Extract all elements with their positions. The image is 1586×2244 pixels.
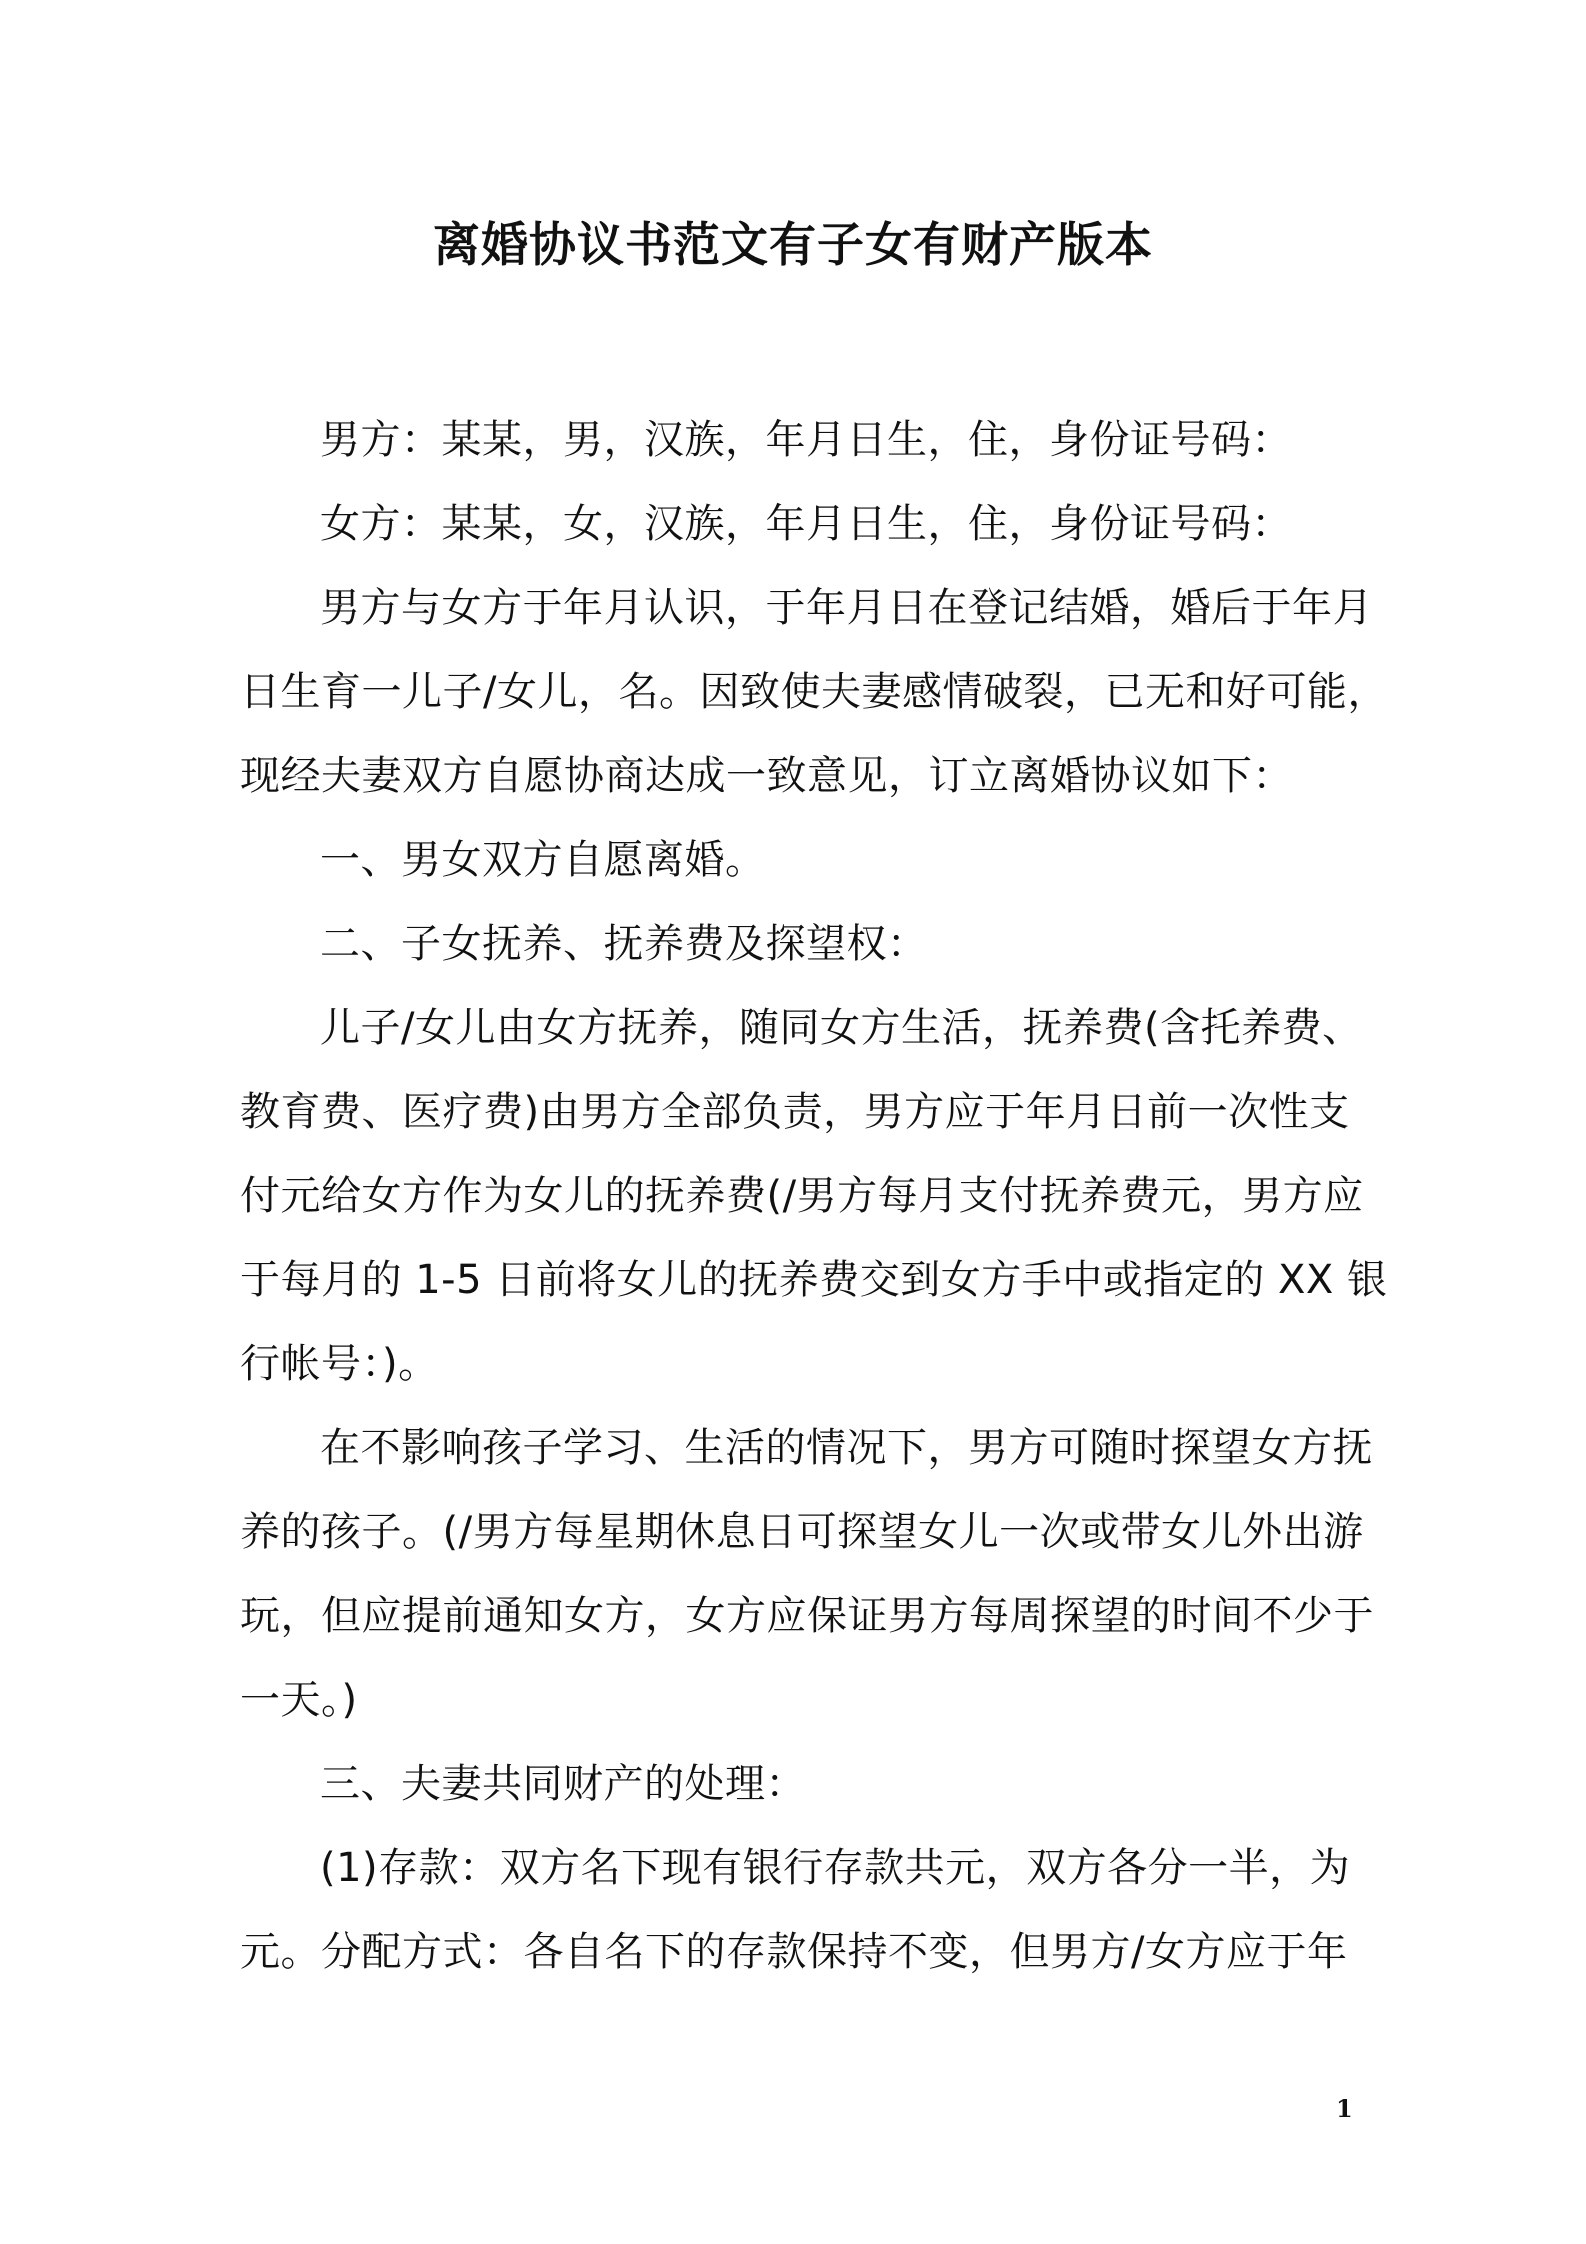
child-custody-line-4: 于每月的 1-5 日前将女儿的抚养费交到女方手中或指定的 XX 银 (240, 1257, 1388, 1303)
document-title: 离婚协议书范文有子女有财产版本 (433, 218, 1153, 273)
child-custody-line-3: 付元给女方作为女儿的抚养费(/男方每月支付抚养费元，男方应 (240, 1173, 1364, 1219)
marriage-background-line-3: 现经夫妻双方自愿协商达成一致意见，订立离婚协议如下： (240, 753, 1293, 799)
child-custody-line-1: 儿子/女儿由女方抚养，随同女方生活，抚养费(含托养费、 (320, 1005, 1363, 1051)
visitation-line-4: 一天。) (240, 1677, 358, 1723)
visitation-line-2: 养的孩子。(/男方每星期休息日可探望女儿一次或带女儿外出游 (240, 1509, 1364, 1555)
female-party-line: 女方：某某，女，汉族，年月日生，住，身份证号码： (320, 501, 1292, 547)
marriage-background-line-2: 日生育一儿子/女儿，名。因致使夫妻感情破裂，已无和好可能， (240, 669, 1388, 715)
male-party-line: 男方：某某，男，汉族，年月日生，住，身份证号码： (320, 417, 1292, 463)
section-3-heading: 三、夫妻共同财产的处理： (320, 1761, 806, 1807)
section-2-heading: 二、子女抚养、抚养费及探望权： (320, 921, 928, 967)
marriage-background-line-1: 男方与女方于年月认识，于年月日在登记结婚，婚后于年月 (320, 585, 1373, 631)
child-custody-line-2: 教育费、医疗费)由男方全部负责，男方应于年月日前一次性支 (240, 1089, 1350, 1135)
page-number: 1 (1336, 2094, 1353, 2123)
child-custody-line-5: 行帐号：)。 (240, 1341, 439, 1387)
visitation-line-3: 玩，但应提前通知女方，女方应保证男方每周探望的时间不少于 (240, 1593, 1374, 1639)
deposit-line-2: 元。分配方式：各自名下的存款保持不变，但男方/女方应于年 (240, 1929, 1348, 1975)
visitation-line-1: 在不影响孩子学习、生活的情况下，男方可随时探望女方抚 (320, 1425, 1373, 1471)
deposit-line-1: (1)存款：双方名下现有银行存款共元，双方各分一半，为 (320, 1845, 1351, 1891)
section-1-heading: 一、男女双方自愿离婚。 (320, 837, 766, 883)
